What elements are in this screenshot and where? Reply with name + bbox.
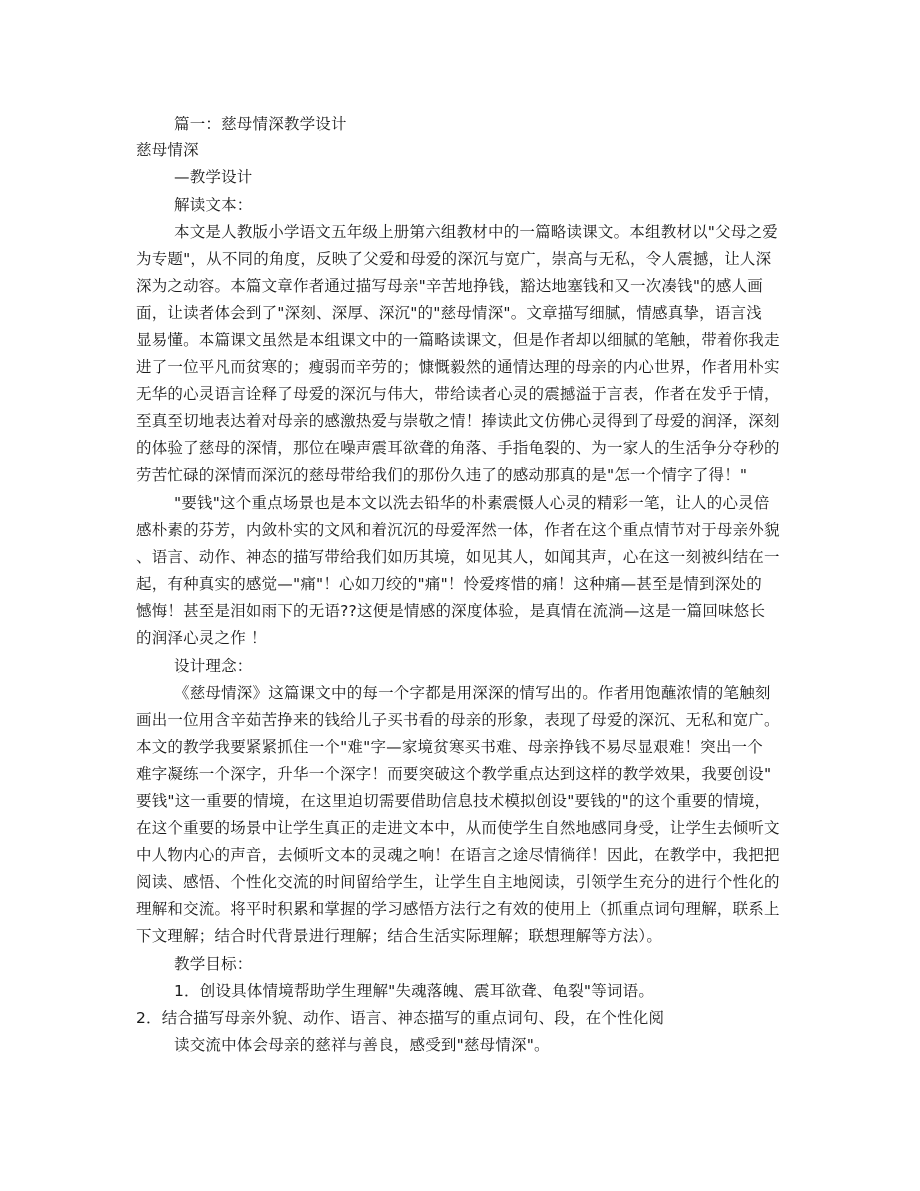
section-heading-design: 设计理念： [174, 657, 253, 675]
paragraph-line: 劳苦忙碌的深情而深沉的慈母带给我们的那份久违了的感动那真的是"怎一个情字了得！" [136, 466, 748, 484]
paragraph-line: 中人物内心的声音，去倾听文本的灵魂之响！在语言之途尽情徜徉！因此，在教学中，我把把 [136, 846, 780, 864]
document-heading: 篇一：慈母情深教学设计 [174, 115, 347, 133]
goal-item-2-continued: 读交流中体会母亲的慈祥与善良，感受到"慈母情深"。 [174, 1036, 550, 1054]
paragraph-line: 深为之动容。本篇文章作者通过描写母亲"辛苦地挣钱，豁达地塞钱和又一次凑钱"的感人画 [136, 277, 763, 295]
paragraph-line: 憾悔！甚至是泪如雨下的无语??这便是情感的深度体验，是真情在流淌—这是一篇回味悠长 [136, 602, 766, 620]
paragraph-line: 理解和交流。将平时积累和掌握的学习感悟方法行之有效的使用上（抓重点词句理解，联系上 [136, 900, 780, 918]
paragraph-line: 起，有种真实的感觉—"痛"！心如刀绞的"痛"！怜爱疼惜的痛！这种痛—甚至是情到深处的 [136, 575, 762, 593]
paragraph-line: 难字凝练一个深字，升华一个深字！而要突破这个教学重点达到这样的教学效果，我要创设" [136, 765, 772, 783]
paragraph-line: 《慈母情深》这篇课文中的每一个字都是用深深的情写出的。作者用饱蘸浓情的笔触刻 [174, 684, 771, 702]
paragraph-line: 下文理解；结合时代背景进行理解；结合生活实际理解；联想理解等方法）。 [136, 927, 663, 945]
paragraph-line: 本文的教学我要紧紧抓住一个"难"字—家境贫寒买书难、母亲挣钱不易尽显艰难！突出一个 [136, 738, 763, 756]
goal-item-2: 2．结合描写母亲外貌、动作、语言、神态描写的重点词句、段，在个性化阅 [136, 1009, 665, 1027]
paragraph-line: 感朴素的芬芳，内敛朴实的文风和着沉沉的母爱浑然一体，作者在这个重点情节对于母亲外貌 [136, 521, 780, 539]
paragraph-line: 本文是人教版小学语文五年级上册第六组教材中的一篇略读课文。本组教材以"父母之爱 [174, 223, 778, 241]
goal-item-1: 1．创设具体情境帮助学生理解"失魂落魄、震耳欲聋、龟裂"等词语。 [174, 982, 655, 1000]
paragraph-line: 画出一位用含辛茹苦挣来的钱给儿子买书看的母亲的形象，表现了母爱的深沉、无私和宽广。 [136, 711, 780, 729]
document-title: 慈母情深 [136, 141, 199, 159]
paragraph-line: 要钱"这一重要的情境，在这里迫切需要借助信息技术模拟创设"要钱的"的这个重要的情境， [136, 792, 771, 810]
section-heading-reading: 解读文本： [174, 196, 253, 214]
paragraph-line: 的体验了慈母的深情，那位在噪声震耳欲聋的角落、手指龟裂的、为一家人的生活争分夺秒的 [136, 439, 780, 457]
paragraph-line: 在这个重要的场景中让学生真正的走进文本中，从而使学生自然地感同身受，让学生去倾听文 [136, 819, 780, 837]
paragraph-line: "要钱"这个重点场景也是本文以洗去铅华的朴素震慑人心灵的精彩一笔，让人的心灵倍 [174, 494, 770, 512]
paragraph-line: 面，让读者体会到了"深刻、深厚、深沉"的"慈母情深"。文章描写细腻，情感真挚，语言浅 [136, 304, 762, 322]
paragraph-line: 为专题"，从不同的角度，反映了父爱和母爱的深沉与宽广，崇高与无私，令人震撼，让人深 [136, 250, 772, 268]
section-heading-goals: 教学目标： [174, 955, 253, 973]
paragraph-line: 的润泽心灵之作 ！ [136, 629, 267, 647]
paragraph-line: 显易懂。本篇课文虽然是本组课文中的一篇略读课文，但是作者却以细腻的笔触，带着你我走 [136, 331, 780, 349]
paragraph-line: 无华的心灵语言诠释了母爱的深沉与伟大，带给读者心灵的震撼溢于言表，作者在发乎于情， [136, 385, 780, 403]
paragraph-line: 至真至切地表达着对母亲的感激热爱与崇敬之情！捧读此文仿佛心灵得到了母爱的润泽，深刻 [136, 412, 780, 430]
paragraph-line: 进了一位平凡而贫寒的；瘦弱而辛劳的；慷慨毅然的通情达理的母亲的内心世界，作者用朴实 [136, 358, 780, 376]
document-subtitle: —教学设计 [174, 168, 253, 186]
paragraph-line: 、语言、动作、神态的描写带给我们如历其境，如见其人，如闻其声，心在这一刻被纠结在一 [136, 548, 780, 566]
paragraph-line: 阅读、感悟、个性化交流的时间留给学生，让学生自主地阅读，引领学生充分的进行个性化的 [136, 873, 780, 891]
